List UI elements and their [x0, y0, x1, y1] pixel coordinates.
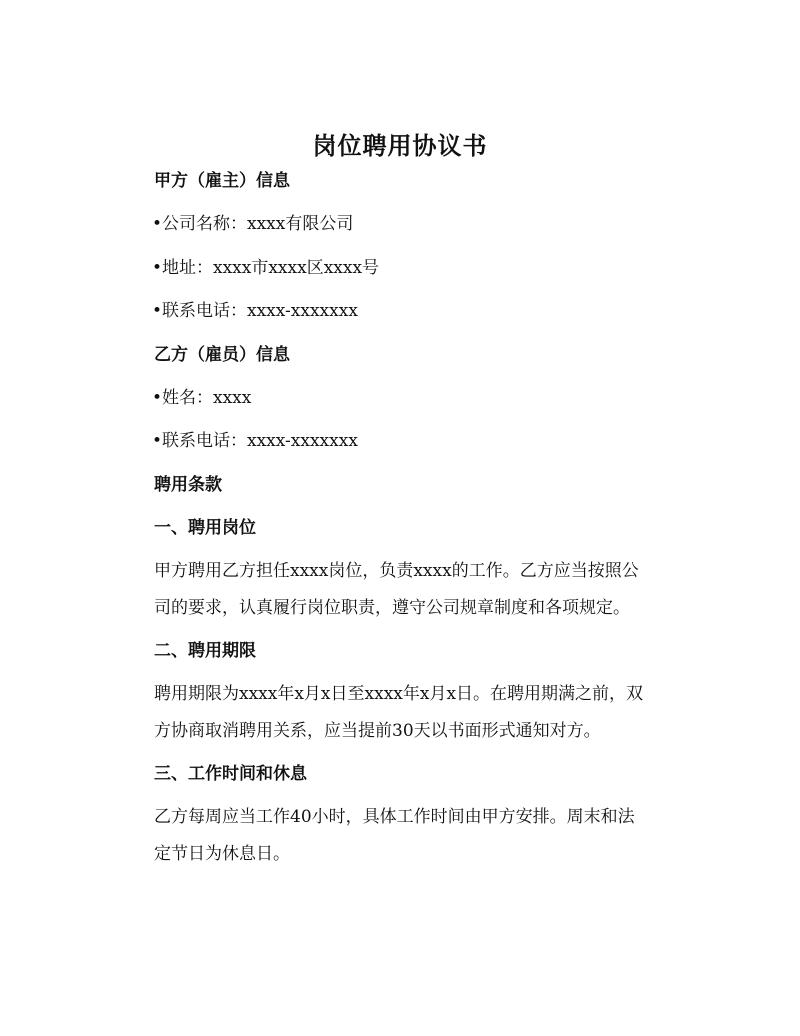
list-item [152, 253, 379, 278]
section-heading-term: 二、聘用期限 [154, 641, 256, 661]
list-item [152, 209, 353, 234]
terms-heading: 聘用条款 [154, 475, 222, 495]
section-hours-line-2: 定节日为休息日。 [154, 844, 290, 864]
section-heading-hours: 三、工作时间和休息 [154, 764, 307, 784]
bullet-icon: • [152, 431, 163, 451]
document-title: 岗位聘用协议书 [312, 131, 488, 160]
section-heading-position: 一、聘用岗位 [154, 518, 256, 538]
name-text: 姓名：xxxx [162, 388, 252, 408]
party-a-phone-text: 联系电话：xxxx-xxxxxxx [162, 301, 358, 321]
section-hours-line-1: 乙方每周应当工作40小时，具体工作时间由甲方安排。周末和法 [154, 807, 635, 827]
list-item [152, 426, 358, 451]
section-term-line-1: 聘用期限为xxxx年x月x日至xxxx年x月x日。在聘用期满之前，双 [154, 684, 644, 704]
company-name-text: 公司名称：xxxx有限公司 [162, 214, 354, 234]
bullet-icon: • [152, 301, 163, 321]
list-item [152, 383, 251, 408]
bullet-icon: • [152, 258, 163, 278]
list-item [152, 296, 358, 321]
bullet-icon: • [152, 214, 163, 234]
bullet-icon: • [152, 388, 163, 408]
section-position-line-1: 甲方聘用乙方担任xxxx岗位，负责xxxx的工作。乙方应当按照公 [154, 561, 639, 581]
address-text: 地址：xxxx市xxxx区xxxx号 [162, 258, 380, 278]
party-a-heading: 甲方（雇主）信息 [154, 171, 290, 191]
section-term-line-2: 方协商取消聘用关系，应当提前30天以书面形式通知对方。 [154, 721, 601, 741]
section-position-line-2: 司的要求，认真履行岗位职责，遵守公司规章制度和各项规定。 [154, 598, 630, 618]
party-b-heading: 乙方（雇员）信息 [154, 345, 290, 365]
party-b-phone-text: 联系电话：xxxx-xxxxxxx [162, 431, 358, 451]
